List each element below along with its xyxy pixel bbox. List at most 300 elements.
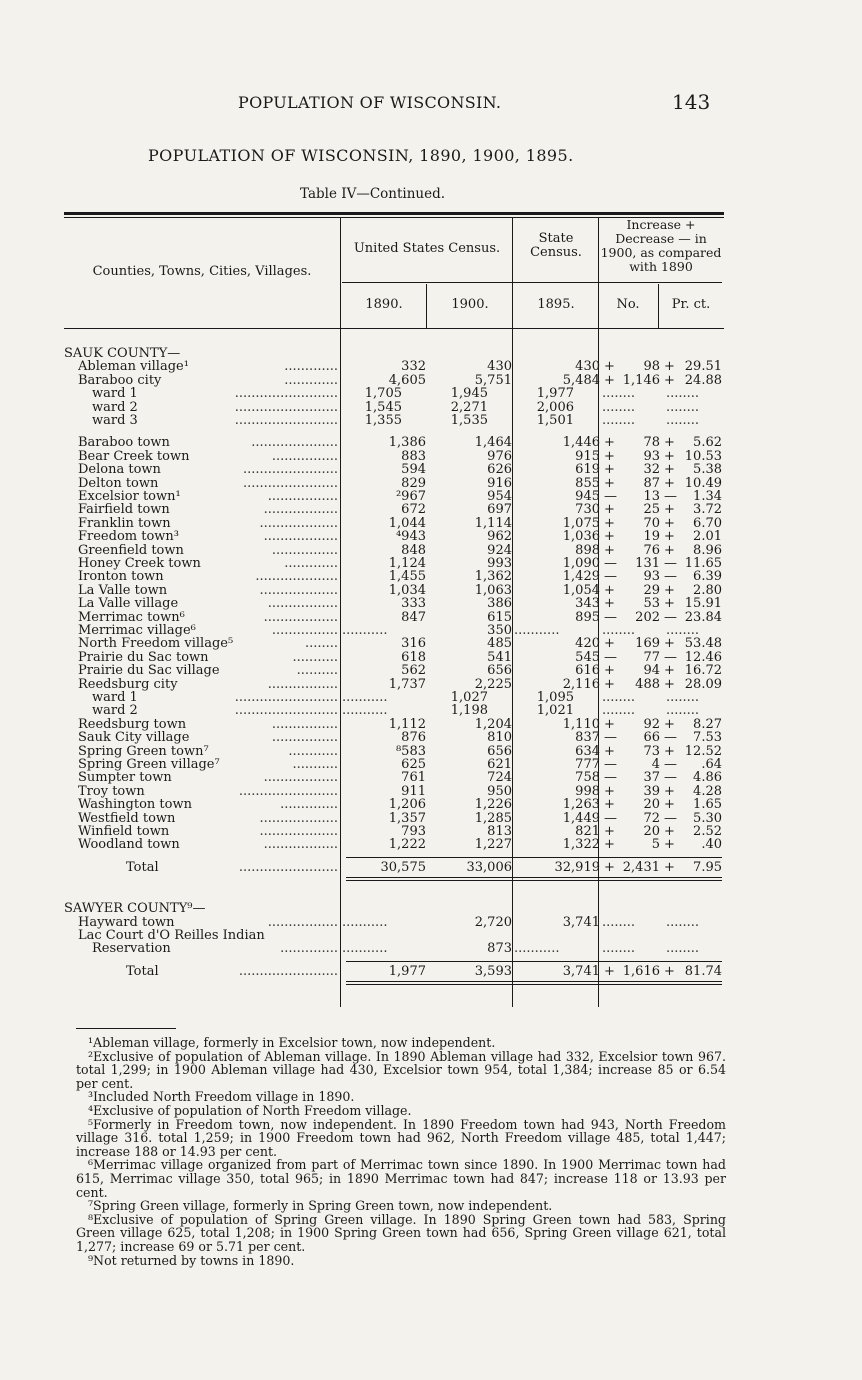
place-label: Prairie du Sac village xyxy=(78,664,220,678)
leader-dots: ........... xyxy=(292,650,338,664)
value-1900: 1,285 xyxy=(474,810,512,826)
place-label: Sumpter town xyxy=(78,771,172,785)
change-percent: 12.52 xyxy=(684,743,722,759)
change-number: 20 xyxy=(643,797,660,813)
percent-sign: — xyxy=(664,489,677,504)
value-1900: 621 xyxy=(487,757,512,772)
empty-1890: ........... xyxy=(342,704,388,718)
page-number: 143 xyxy=(672,90,711,114)
percent-sign: + xyxy=(664,542,675,558)
percent-sign: + xyxy=(664,529,675,545)
table-row xyxy=(64,557,724,570)
value-1890: 793 xyxy=(401,824,426,839)
value-1895: 3,741 xyxy=(562,914,600,930)
value-1900: 430 xyxy=(487,359,512,375)
percent-sign: + xyxy=(664,716,675,732)
change-percent: 5.38 xyxy=(693,462,722,478)
empty-1895: ........... xyxy=(514,942,560,956)
value-1900: 950 xyxy=(487,783,512,799)
value-1895: 1,090 xyxy=(562,556,600,571)
value-1895: 1,036 xyxy=(562,529,600,545)
percent-sign: + xyxy=(664,963,675,979)
header-pct: Pr. ct. xyxy=(671,297,711,312)
leader-dots: ................. xyxy=(267,597,338,611)
leader-dots: ........................ xyxy=(238,964,338,978)
leader-dots: ......................... xyxy=(234,691,338,704)
empty-change-percent: ........ xyxy=(666,624,700,637)
value-1895: 1,322 xyxy=(562,837,600,853)
change-number: 73 xyxy=(643,743,660,759)
change-number: 66 xyxy=(643,730,660,746)
percent-sign: + xyxy=(664,372,675,388)
value-1895: 730 xyxy=(575,502,600,518)
table-row xyxy=(64,374,724,387)
value-1895: 945 xyxy=(575,489,600,504)
table-row xyxy=(64,745,724,758)
place-label: Baraboo town xyxy=(78,436,170,450)
value-1900: 485 xyxy=(487,636,512,652)
change-percent: 23.84 xyxy=(684,609,722,625)
percent-sign: + xyxy=(664,502,675,518)
place-label: Prairie du Sac town xyxy=(78,650,209,664)
percent-sign: — xyxy=(664,730,677,746)
place-label: Bear Creek town xyxy=(78,449,190,463)
value-1895: 915 xyxy=(575,448,600,464)
change-number: 1,146 xyxy=(622,372,660,388)
value-1895: 1,429 xyxy=(562,569,600,585)
place-label: Franklin town xyxy=(78,516,171,530)
leader-dots: ........... xyxy=(292,758,338,771)
value-1890: 4,605 xyxy=(388,372,426,388)
percent-sign: + xyxy=(664,783,675,799)
leader-dots: ....................... xyxy=(242,476,338,490)
change-number: 13 xyxy=(643,489,660,504)
leader-dots: ....................... xyxy=(242,463,338,477)
empty-change-number: ........ xyxy=(602,691,636,704)
percent-sign: + xyxy=(664,515,675,531)
county-heading-row xyxy=(64,902,724,915)
footnote: ⁹Not returned by towns in 1890. xyxy=(88,1252,295,1268)
percent-sign: + xyxy=(664,462,675,478)
place-label: ward 2 xyxy=(92,704,138,718)
change-percent: 24.88 xyxy=(684,372,722,388)
total-bottom-rule xyxy=(346,984,722,985)
footnote: ⁸Exclusive of population of Spring Green village. In 1890 Spring Green town had 583, Spring Green village 625, total 1,208; in 1900 Spring Green town had 656, Spring Green village 621, total 1,277; increase 69 or 5.71 per cent. xyxy=(76,1211,726,1254)
place-label: Honey Creek town xyxy=(78,557,201,570)
leader-dots: .................... xyxy=(255,570,338,584)
value-1895: 634 xyxy=(575,743,600,759)
value-1900: 1,226 xyxy=(474,797,512,813)
percent-sign: — xyxy=(664,609,677,625)
change-sign: + xyxy=(604,502,615,518)
total-bottom-rule xyxy=(346,880,722,881)
value-1890: 1,044 xyxy=(388,515,426,531)
value-1890: ²967 xyxy=(395,489,426,504)
change-sign: — xyxy=(604,609,617,625)
value-1890: 761 xyxy=(401,770,426,786)
change-sign: + xyxy=(604,435,615,451)
header-state-census: State Census. xyxy=(530,231,582,260)
leader-dots: ............. xyxy=(284,360,338,374)
value-1900: 541 xyxy=(487,649,512,665)
value-1895: 5,484 xyxy=(562,372,600,388)
value-1900: 626 xyxy=(487,462,512,478)
change-number: 202 xyxy=(635,609,660,625)
percent-sign: + xyxy=(664,797,675,813)
value-1900: 1,114 xyxy=(474,515,512,531)
empty-change-percent: ........ xyxy=(666,400,700,414)
place-label: Merrimac village⁶ xyxy=(78,624,196,637)
empty-change-number: ........ xyxy=(602,704,636,718)
total-top-rule xyxy=(346,961,722,962)
place-label: Sauk City village xyxy=(78,731,190,745)
table-row xyxy=(64,463,724,476)
value-1900-ward: 1,945 xyxy=(450,386,488,402)
value-1895-ward: 1,095 xyxy=(536,690,574,705)
table-row xyxy=(64,691,724,704)
table-row xyxy=(64,771,724,784)
change-percent: 6.70 xyxy=(693,515,722,531)
county-heading-row xyxy=(64,347,724,360)
value-1900: 1,362 xyxy=(474,569,512,585)
value-1895: 1,449 xyxy=(562,810,600,826)
value-1890: 1,112 xyxy=(388,716,426,732)
percent-sign: — xyxy=(664,556,677,571)
value-1895: 777 xyxy=(575,757,600,772)
empty-change-percent: ........ xyxy=(666,691,700,704)
total-bottom-rule xyxy=(346,981,722,982)
total-row xyxy=(64,861,724,874)
table-row xyxy=(64,942,724,955)
leader-dots: ................. xyxy=(267,490,338,503)
empty-1890: ........... xyxy=(342,942,388,956)
footnote: ⁵Formerly in Freedom town, now independent. In 1890 Freedom town had 943, North Freedom village 316. total 1,259; in 1900 Freedom town had 962, North Freedom village 485, total 1,447; increase 188 or 14.93 per cent. xyxy=(76,1116,726,1159)
leader-dots: ................... xyxy=(259,811,338,825)
place-label: Lac Court d'O Reilles Indian xyxy=(78,929,265,942)
value-1895-ward: 1,021 xyxy=(536,703,574,719)
leader-dots: ......................... xyxy=(234,400,338,414)
table-row xyxy=(64,414,724,427)
leader-dots: .................. xyxy=(263,610,338,624)
header-1890: 1890. xyxy=(365,297,403,312)
table-row xyxy=(64,436,724,449)
leader-dots: ................ xyxy=(271,624,338,637)
value-1900: 976 xyxy=(487,448,512,464)
change-percent: .40 xyxy=(701,837,722,853)
change-percent: 29.51 xyxy=(684,359,722,375)
table-caption: Table IV—Continued. xyxy=(300,186,446,202)
footnote: ²Exclusive of population of Ableman village. In 1890 Ableman village had 332, Excelsior town 967. total 1,299; in 1900 Ableman village had 430, Excelsior town 954, total 1,384; increase 85 or 6.54 per cent. xyxy=(76,1048,726,1091)
change-sign: — xyxy=(604,489,617,504)
change-number: 76 xyxy=(643,542,660,558)
change-sign: + xyxy=(604,824,615,839)
value-1890: 829 xyxy=(401,475,426,491)
table-row xyxy=(64,360,724,373)
change-number: 131 xyxy=(635,556,660,571)
change-sign: + xyxy=(604,636,615,652)
change-sign: + xyxy=(604,963,615,979)
table-row xyxy=(64,584,724,597)
value-1895: 545 xyxy=(575,649,600,665)
leader-dots: ............. xyxy=(284,557,338,570)
value-1890: 594 xyxy=(401,462,426,478)
leader-dots: .............. xyxy=(280,942,338,956)
table-row xyxy=(64,664,724,677)
leader-dots: .......... xyxy=(296,664,338,678)
place-label: ward 1 xyxy=(92,691,138,704)
footnote: ¹Ableman village, formerly in Excelsior town, now independent. xyxy=(88,1035,496,1050)
header-change: Increase + Decrease — in 1900, as compared with 1890 xyxy=(600,217,722,274)
change-percent: 1.34 xyxy=(693,489,722,504)
value-1890: 1,977 xyxy=(388,963,426,979)
footnote: ⁴Exclusive of population of North Freedom village. xyxy=(88,1102,412,1118)
col-divider xyxy=(426,284,427,328)
change-percent: 16.72 xyxy=(684,663,722,679)
table-row xyxy=(64,597,724,610)
table-row xyxy=(64,401,724,414)
change-sign: + xyxy=(604,475,615,491)
value-1890-ward: 1,355 xyxy=(364,413,402,428)
header-subrule xyxy=(342,282,722,283)
change-sign: + xyxy=(604,462,615,478)
total-bottom-rule xyxy=(346,877,722,878)
value-1890-ward: 1,705 xyxy=(364,386,402,402)
change-number: 1,616 xyxy=(622,963,660,979)
value-1890: 1,737 xyxy=(388,676,426,692)
change-number: 94 xyxy=(643,663,660,679)
leader-dots: ................ xyxy=(271,717,338,731)
change-sign: + xyxy=(604,743,615,759)
value-1900: 810 xyxy=(487,730,512,746)
table-top-rule xyxy=(64,212,724,215)
table-row xyxy=(64,611,724,624)
footnote: ⁶Merrimac village organized from part of Merrimac town since 1890. In 1900 Merrimac town had 615, Merrimac village 350, total 965; in 1890 Merrimac town had 847; increase 118 or 13.93 per cent. xyxy=(76,1157,726,1200)
leader-dots: ......................... xyxy=(234,414,338,427)
value-1900: 993 xyxy=(487,556,512,571)
header-us-census: United States Census. xyxy=(353,241,501,256)
empty-change-number: ........ xyxy=(602,387,636,401)
change-percent: 81.74 xyxy=(684,963,722,979)
empty-1890: ........... xyxy=(342,624,388,637)
value-1900: 350 xyxy=(487,623,512,638)
leader-dots: ........ xyxy=(304,637,338,651)
value-1895: 1,446 xyxy=(562,435,600,451)
place-label: Winfield town xyxy=(78,825,170,838)
change-sign: + xyxy=(604,542,615,558)
place-label: ward 1 xyxy=(92,387,138,401)
footnotes xyxy=(76,1036,726,1267)
empty-change-percent: ........ xyxy=(666,704,700,718)
value-1900: 2,225 xyxy=(474,676,512,692)
value-1890: 30,575 xyxy=(380,859,426,875)
percent-sign: + xyxy=(664,448,675,464)
change-percent: 3.72 xyxy=(693,502,722,518)
place-label: Reedsburg city xyxy=(78,677,178,691)
place-label: ward 2 xyxy=(92,400,138,414)
percent-sign: — xyxy=(664,757,677,772)
empty-1890: ........... xyxy=(342,691,388,704)
value-1895: 855 xyxy=(575,475,600,491)
leader-dots: ........................ xyxy=(238,860,338,874)
value-1900: 386 xyxy=(487,596,512,612)
leader-dots: ......................... xyxy=(234,387,338,401)
change-sign: — xyxy=(604,810,617,826)
change-number: 32 xyxy=(643,462,660,478)
change-number: 98 xyxy=(643,359,660,375)
empty-change-number: ........ xyxy=(602,915,636,929)
table-row xyxy=(64,916,724,929)
leader-dots: .............. xyxy=(280,798,338,812)
change-percent: 7.95 xyxy=(693,859,722,875)
value-1900: 656 xyxy=(487,743,512,759)
value-1900: 916 xyxy=(487,475,512,491)
change-number: 37 xyxy=(643,770,660,786)
change-percent: 8.27 xyxy=(693,716,722,732)
leader-dots: ................... xyxy=(259,516,338,530)
value-1895: 616 xyxy=(575,663,600,679)
change-sign: + xyxy=(604,448,615,464)
value-1890: 847 xyxy=(401,609,426,625)
header-1895: 1895. xyxy=(537,297,575,312)
change-percent: 28.09 xyxy=(684,676,722,692)
change-number: 92 xyxy=(643,716,660,732)
percent-sign: + xyxy=(664,676,675,692)
change-percent: 53.48 xyxy=(684,636,722,652)
change-percent: 8.96 xyxy=(693,542,722,558)
change-percent: 7.53 xyxy=(693,730,722,746)
change-sign: + xyxy=(604,596,615,612)
value-1900: 697 xyxy=(487,502,512,518)
total-top-rule xyxy=(346,857,722,858)
header-no: No. xyxy=(616,297,640,312)
percent-sign: + xyxy=(664,859,675,875)
percent-sign: — xyxy=(664,810,677,826)
value-1895: 1,263 xyxy=(562,797,600,813)
leader-dots: ................ xyxy=(271,731,338,745)
value-1900: 954 xyxy=(487,489,512,504)
table-row xyxy=(64,490,724,503)
place-label: Total xyxy=(126,860,159,874)
change-number: 20 xyxy=(643,824,660,839)
value-1900: 5,751 xyxy=(474,372,512,388)
value-1890: ⁸583 xyxy=(395,743,426,759)
empty-change-number: ........ xyxy=(602,400,636,414)
value-1900: 33,006 xyxy=(466,859,512,875)
value-1890: 316 xyxy=(401,636,426,652)
table-row xyxy=(64,544,724,557)
place-label: North Freedom village⁵ xyxy=(78,637,234,651)
change-number: 488 xyxy=(635,676,660,692)
leader-dots: .................. xyxy=(263,838,338,852)
table-row xyxy=(64,825,724,838)
value-1900: 724 xyxy=(487,770,512,786)
change-number: 39 xyxy=(643,783,660,799)
place-label: Ironton town xyxy=(78,570,164,584)
change-number: 70 xyxy=(643,515,660,531)
place-label: Reservation xyxy=(92,942,171,956)
footnote-rule xyxy=(76,1028,176,1029)
place-label: Delton town xyxy=(78,476,159,490)
value-1890: 883 xyxy=(401,448,426,464)
percent-sign: + xyxy=(664,837,675,853)
change-number: 77 xyxy=(643,649,660,665)
header-1900: 1900. xyxy=(451,297,489,312)
change-number: 93 xyxy=(643,569,660,585)
change-number: 19 xyxy=(643,529,660,545)
change-sign: — xyxy=(604,649,617,665)
change-percent: 2.80 xyxy=(693,582,722,598)
value-1900-ward: 1,027 xyxy=(450,690,488,705)
value-1895: 430 xyxy=(575,359,600,375)
total-row xyxy=(64,965,724,978)
value-1895-ward: 1,501 xyxy=(536,413,574,428)
place-label: La Valle village xyxy=(78,597,179,611)
place-label: Hayward town xyxy=(78,915,175,929)
percent-sign: + xyxy=(664,663,675,679)
change-percent: 2.52 xyxy=(693,824,722,839)
leader-dots: .................. xyxy=(263,771,338,785)
value-1890: 333 xyxy=(401,596,426,612)
place-label: Greenfield town xyxy=(78,543,184,557)
change-number: 4 xyxy=(651,757,660,772)
table-row xyxy=(64,758,724,771)
value-1895: 821 xyxy=(575,824,600,839)
value-1900: 656 xyxy=(487,663,512,679)
empty-change-percent: ........ xyxy=(666,414,700,427)
empty-change-number: ........ xyxy=(602,414,636,427)
change-sign: + xyxy=(604,837,615,853)
value-1890: 848 xyxy=(401,542,426,558)
empty-change-number: ........ xyxy=(602,942,636,956)
change-number: 169 xyxy=(635,636,660,652)
change-percent: 5.62 xyxy=(693,435,722,451)
leader-dots: ................ xyxy=(271,543,338,557)
leader-dots: ................... xyxy=(259,825,338,838)
percent-sign: + xyxy=(664,435,675,451)
place-label: Spring Green village⁷ xyxy=(78,758,220,771)
place-label: Fairfield town xyxy=(78,503,170,517)
footnote: ³Included North Freedom village in 1890. xyxy=(88,1089,355,1105)
change-number: 87 xyxy=(643,475,660,491)
change-percent: 11.65 xyxy=(684,556,722,571)
value-1900-ward: 2,271 xyxy=(450,399,488,415)
page-title: POPULATION OF WISCONSIN, 1890, 1900, 1895. xyxy=(148,146,574,165)
leader-dots: ................... xyxy=(259,583,338,597)
table-row xyxy=(64,798,724,811)
place-label: Westfield town xyxy=(78,811,176,825)
change-sign: — xyxy=(604,730,617,746)
change-number: 93 xyxy=(643,448,660,464)
table-row xyxy=(64,450,724,463)
place-label: Total xyxy=(126,964,159,978)
value-1895: 998 xyxy=(575,783,600,799)
leader-dots: ............ xyxy=(288,744,338,758)
leader-dots: .................. xyxy=(263,530,338,544)
change-sign: — xyxy=(604,556,617,571)
value-1895-ward: 2,006 xyxy=(536,399,574,415)
change-number: 5 xyxy=(651,837,660,853)
change-number: 2,431 xyxy=(622,859,660,875)
value-1895: 32,919 xyxy=(554,859,600,875)
place-label: Delona town xyxy=(78,463,161,477)
place-label: ward 3 xyxy=(92,414,138,427)
percent-sign: — xyxy=(664,770,677,786)
place-label: Spring Green town⁷ xyxy=(78,744,209,758)
change-sign: + xyxy=(604,372,615,388)
table-row xyxy=(64,530,724,543)
place-label: Merrimac town⁶ xyxy=(78,610,185,624)
empty-1890: ........... xyxy=(342,915,388,929)
